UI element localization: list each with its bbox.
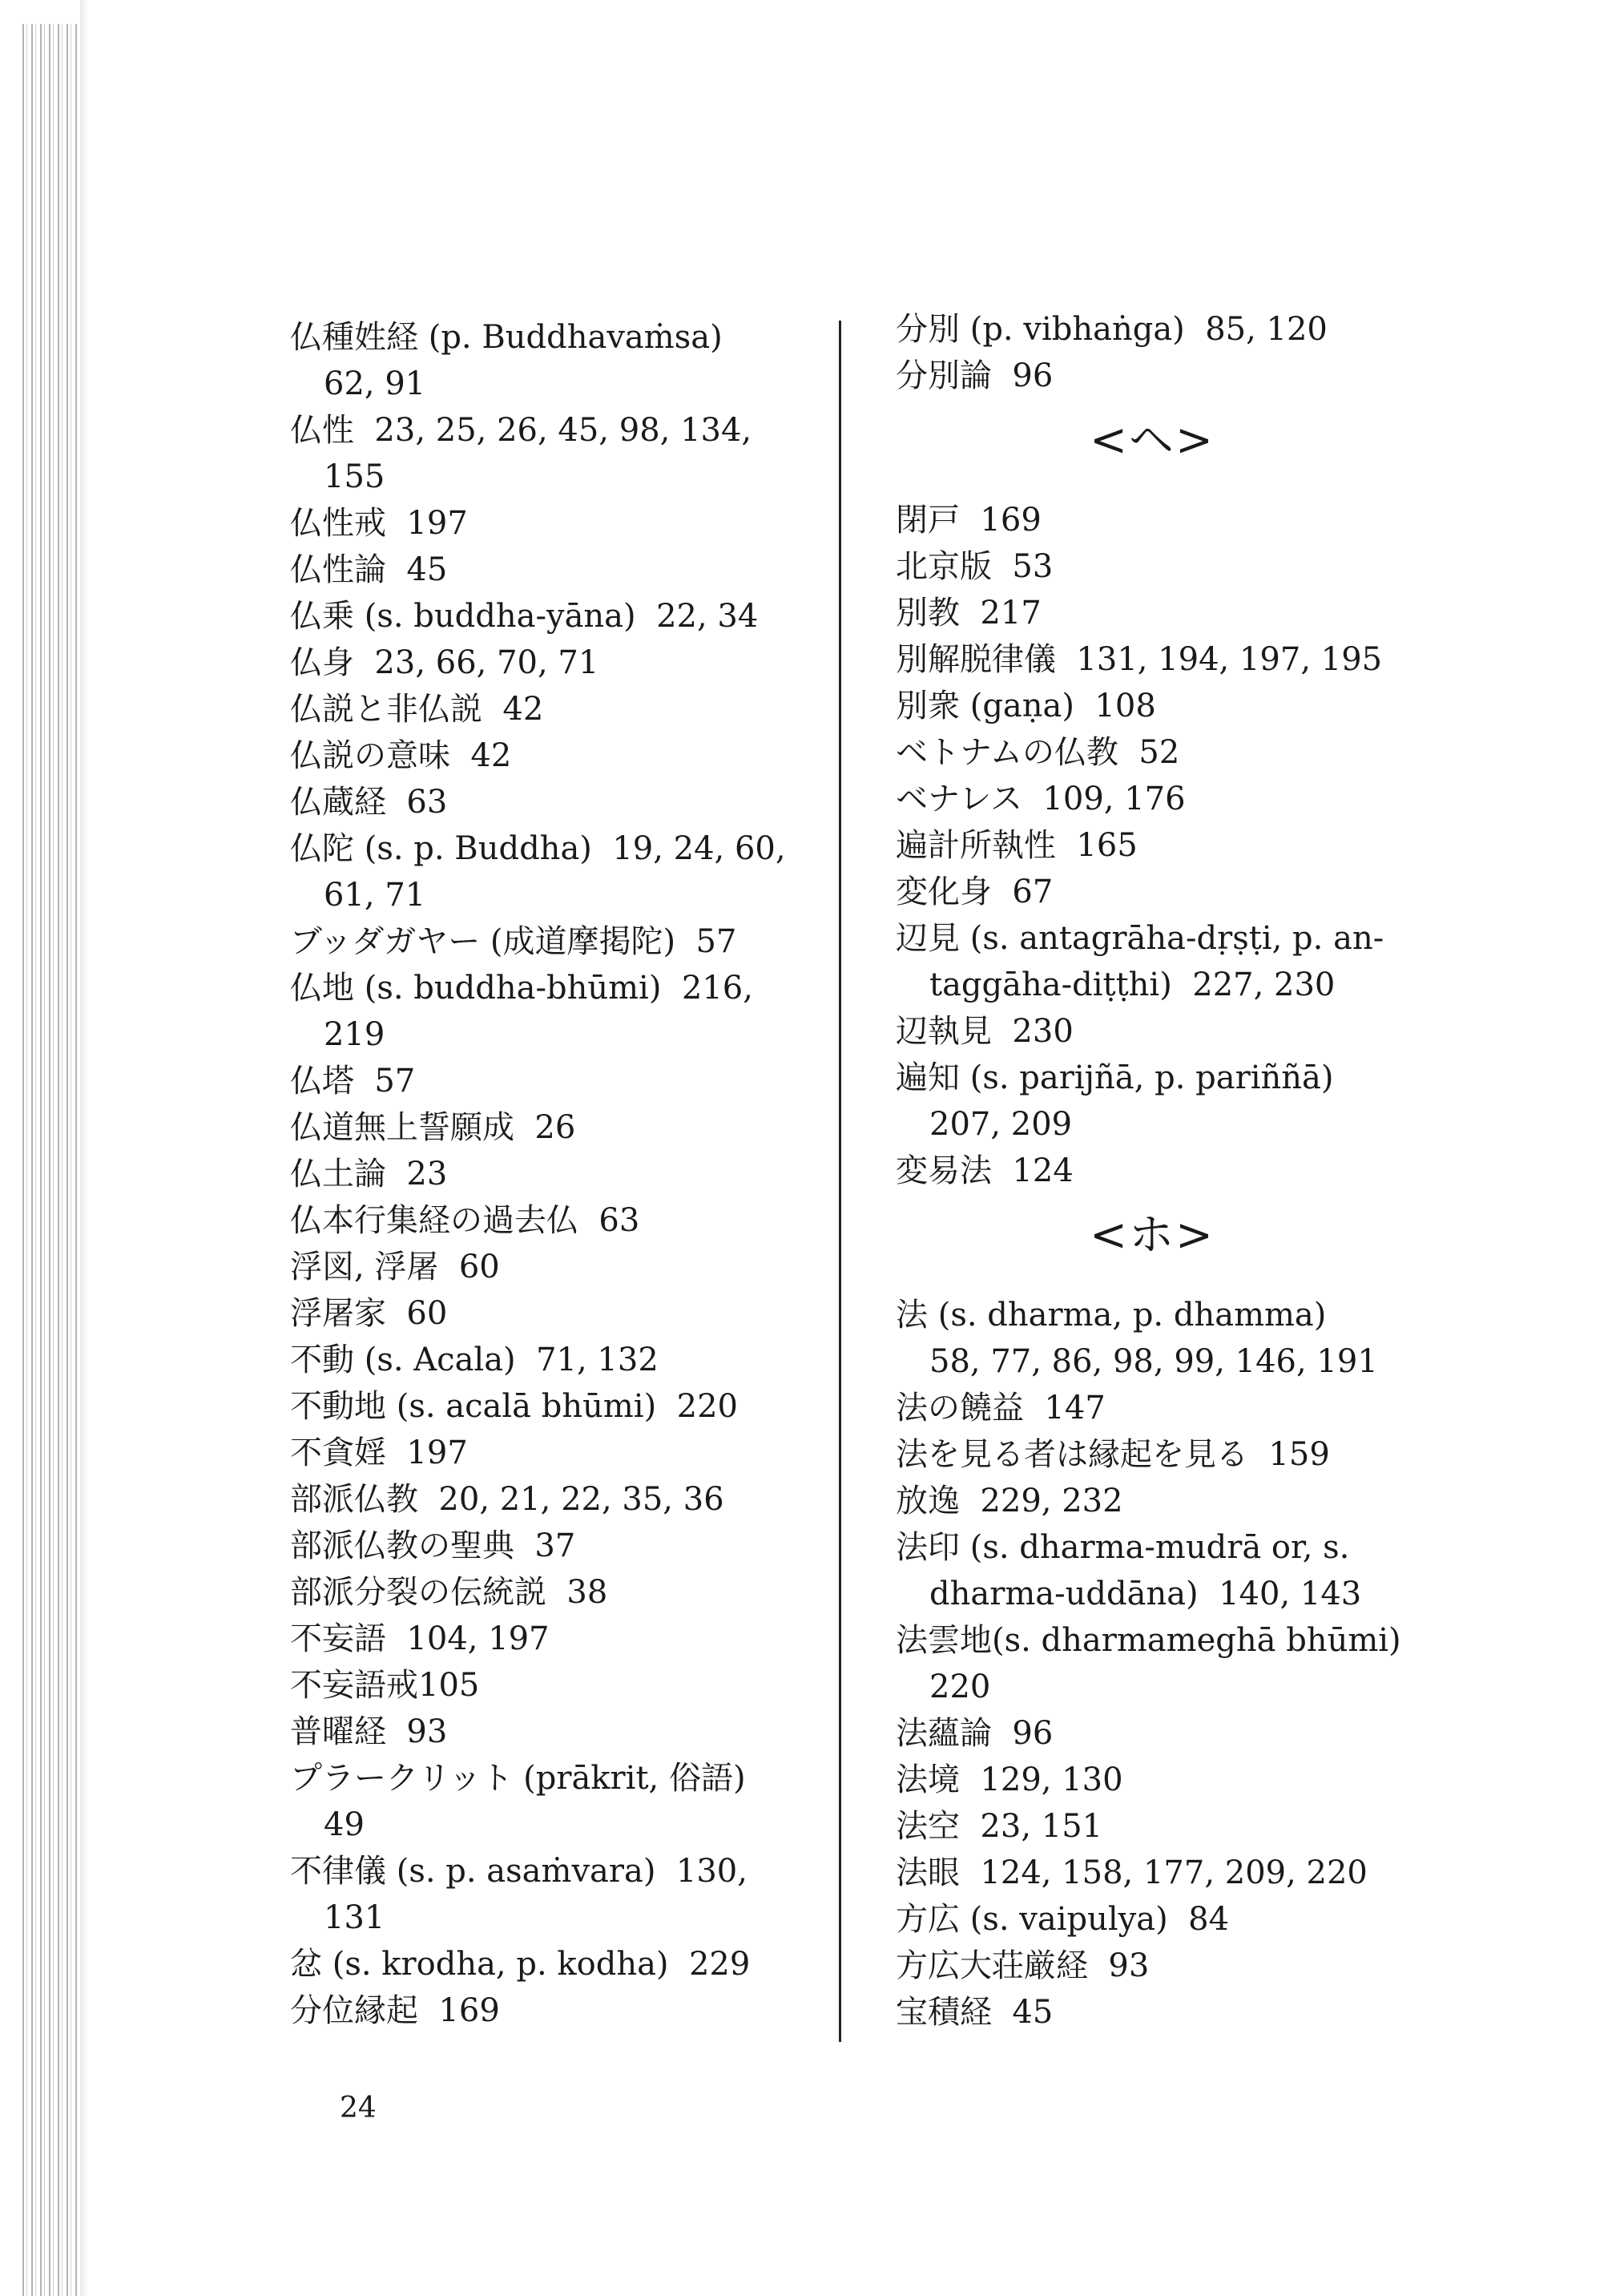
index-entry-continuation: 220: [929, 1669, 991, 1705]
index-entry-term: ベトナムの仏教 52: [896, 734, 1180, 771]
index-entry-term: 仏説の意味 42: [290, 737, 512, 774]
index-entry: [896, 1757, 1441, 1803]
index-entry: [290, 825, 819, 918]
index-entry-term: 不律儀 (s. p. asaṁvara) 130,: [290, 1853, 748, 1890]
index-entry-term: 仏土論 23: [290, 1156, 448, 1192]
index-entry: [290, 1569, 819, 1616]
index-entry-continuation: taggāha-diṭṭhi) 227, 230: [929, 966, 1336, 1003]
index-entry: [896, 1292, 1441, 1385]
index-entry-term: ブッダガヤー (成道摩掲陀) 57: [290, 923, 737, 960]
index-entry: [896, 353, 1441, 399]
index-entry: [896, 1617, 1441, 1710]
index-entry-term: 分位縁起 169: [290, 1992, 500, 2029]
index-entry-term: 部派仏教の聖典 37: [290, 1527, 576, 1564]
index-entry: [290, 1244, 819, 1290]
index-entry-term: 宝積経 45: [896, 1994, 1054, 2031]
index-entry: [896, 1478, 1441, 1524]
index-entry: [896, 497, 1441, 543]
index-entry-term: 法 (s. dharma, p. dhamma): [896, 1297, 1327, 1334]
index-entry: [896, 1989, 1441, 2036]
index-entry-term: 分別 (p. vibhaṅga) 85, 120: [896, 311, 1328, 348]
index-entry-term: 仏陀 (s. p. Buddha) 19, 24, 60,: [290, 830, 786, 867]
index-entry-term: 仏道無上誓願成 26: [290, 1109, 576, 1146]
index-entry: [290, 1476, 819, 1523]
index-entry: [896, 683, 1441, 729]
index-entry-term: 遍計所執性 165: [896, 827, 1138, 864]
index-entry-term: 法の饒益 147: [896, 1390, 1106, 1426]
index-entry-term: 変易法 124: [896, 1152, 1074, 1189]
index-entry-term: 辺見 (s. antagrāha-dṛṣṭi, p. an-: [896, 920, 1384, 957]
index-entry-term: 不妄語戒105: [290, 1667, 480, 1704]
index-entry: [290, 640, 819, 686]
index-entry-term: 別教 217: [896, 595, 1042, 632]
index-entry: [896, 1148, 1441, 1194]
index-entry-term: 仏塔 57: [290, 1063, 416, 1100]
index-entry: [896, 915, 1441, 1008]
index-entry: [290, 1755, 819, 1848]
gutter-shadow: [80, 0, 88, 2296]
index-entry-term: プラークリット (prākrit, 俗語): [290, 1760, 746, 1797]
index-entry-term: 別衆 (gaṇa) 108: [896, 688, 1156, 724]
index-column-right: [896, 306, 1441, 2036]
index-entry-term: 仏性 23, 25, 26, 45, 98, 134,: [290, 412, 752, 449]
index-entry: [896, 543, 1441, 590]
index-entry-term: 法眼 124, 158, 177, 209, 220: [896, 1854, 1368, 1891]
index-entry-continuation: 219: [324, 1016, 385, 1053]
index-entry-term: 忿 (s. krodha, p. kodha) 229: [290, 1946, 751, 1983]
index-entry: [896, 590, 1441, 636]
index-entry-term: ベナレス 109, 176: [896, 781, 1186, 817]
index-entry-term: 法印 (s. dharma-mudrā or, s.: [896, 1529, 1350, 1566]
index-entry: [896, 1803, 1441, 1850]
index-entry: [290, 1383, 819, 1430]
index-entry: [290, 547, 819, 593]
index-entry-term: 仏性論 45: [290, 551, 448, 588]
page-number: 24: [340, 2092, 377, 2125]
book-binding-shadow: [22, 24, 79, 2296]
index-entry: [290, 593, 819, 640]
index-entry: [290, 1430, 819, 1476]
index-column-left: [290, 314, 819, 2034]
index-entry: [290, 500, 819, 547]
index-entry: [896, 1055, 1441, 1148]
index-entry: [290, 1151, 819, 1197]
index-entry: [290, 1709, 819, 1755]
index-entry-continuation: 155: [324, 458, 385, 495]
index-entry-term: 不妄語 104, 197: [290, 1620, 550, 1657]
index-entry: [896, 1524, 1441, 1617]
index-entry-term: 法空 23, 151: [896, 1808, 1103, 1845]
index-entry-continuation: 49: [324, 1806, 365, 1843]
index-entry-term: 仏乗 (s. buddha-yāna) 22, 34: [290, 598, 759, 635]
index-entry-term: 仏蔵経 63: [290, 784, 448, 821]
index-entry: [896, 636, 1441, 683]
index-entry-term: 法蘊論 96: [896, 1715, 1054, 1752]
index-entry-term: 部派分裂の伝統説 38: [290, 1574, 608, 1611]
index-entry-continuation: 131: [324, 1899, 385, 1936]
index-entry-term: 部派仏教 20, 21, 22, 35, 36: [290, 1481, 724, 1518]
index-entry-continuation: 61, 71: [324, 877, 426, 914]
index-entry-term: 普曜経 93: [290, 1713, 448, 1750]
index-entry: [896, 729, 1441, 776]
index-entry-term: 仏種姓経 (p. Buddhavaṁsa): [290, 319, 723, 356]
index-entry-term: 北京版 53: [896, 548, 1054, 585]
index-entry-term: 不貪婬 197: [290, 1434, 468, 1471]
index-entry-term: 仏身 23, 66, 70, 71: [290, 644, 599, 681]
index-entry-continuation: 207, 209: [929, 1106, 1073, 1143]
index-entry-term: 仏本行集経の過去仏 63: [290, 1202, 640, 1239]
index-entry: [290, 1290, 819, 1337]
index-entry: [896, 1850, 1441, 1896]
index-entry: [290, 1523, 819, 1569]
index-entry: [290, 1197, 819, 1244]
index-entry: [290, 1104, 819, 1151]
index-entry-term: 変化身 67: [896, 874, 1054, 910]
index-entry: [896, 1385, 1441, 1431]
index-entry-term: 仏地 (s. buddha-bhūmi) 216,: [290, 970, 753, 1007]
index-entry: [896, 822, 1441, 869]
index-entry-term: 方広 (s. vaipulya) 84: [896, 1901, 1230, 1938]
index-entry: [290, 1616, 819, 1662]
index-entry: [290, 407, 819, 500]
index-entry-term: 分別論 96: [896, 357, 1054, 394]
index-entry-term: 不動地 (s. acalā bhūmi) 220: [290, 1388, 738, 1425]
index-entry: [896, 1008, 1441, 1055]
index-entry: [290, 779, 819, 825]
index-entry: [290, 732, 819, 779]
index-entry-continuation: 58, 77, 86, 98, 99, 146, 191: [929, 1343, 1378, 1380]
index-entry-term: 辺執見 230: [896, 1013, 1074, 1050]
section-heading-he: <ヘ>: [1090, 414, 1215, 466]
index-entry-term: 不動 (s. Acala) 71, 132: [290, 1342, 659, 1378]
index-entry: [290, 686, 819, 732]
column-divider: [839, 321, 841, 2042]
section-heading-ho: <ホ>: [1090, 1209, 1215, 1261]
index-entry: [290, 918, 819, 965]
index-entry: [290, 1987, 819, 2034]
index-entry-term: 浮図, 浮屠 60: [290, 1249, 500, 1285]
index-entry-term: 仏説と非仏説 42: [290, 691, 544, 728]
index-entry: [290, 1662, 819, 1709]
index-entry: [896, 1896, 1441, 1943]
index-entry-term: 放逸 229, 232: [896, 1483, 1123, 1519]
index-entry-continuation: dharma-uddāna) 140, 143: [929, 1576, 1362, 1612]
index-entry: [896, 1943, 1441, 1989]
index-entry-term: 法雲地(s. dharmameghā bhūmi): [896, 1622, 1401, 1659]
index-entry-term: 法を見る者は縁起を見る 159: [896, 1436, 1330, 1473]
index-entry-term: 閉戸 169: [896, 502, 1042, 539]
index-entry: [896, 306, 1441, 353]
index-entry-term: 遍知 (s. parijñā, p. pariññā): [896, 1059, 1334, 1096]
index-entry: [290, 1848, 819, 1941]
index-entry: [896, 1431, 1441, 1478]
index-entry: [290, 314, 819, 407]
index-entry: [896, 776, 1441, 822]
index-entry: [896, 1710, 1441, 1757]
index-entry: [290, 1337, 819, 1383]
index-entry: [290, 1941, 819, 1987]
index-entry: [290, 1058, 819, 1104]
index-entry-term: 浮屠家 60: [290, 1295, 448, 1332]
index-entry: [896, 869, 1441, 915]
index-entry-term: 法境 129, 130: [896, 1761, 1123, 1798]
index-entry: [290, 965, 819, 1058]
index-entry-continuation: 62, 91: [324, 365, 426, 402]
index-entry-term: 方広大荘厳経 93: [896, 1947, 1150, 1984]
index-entry-term: 仏性戒 197: [290, 505, 468, 542]
index-entry-term: 別解脱律儀 131, 194, 197, 195: [896, 641, 1383, 678]
